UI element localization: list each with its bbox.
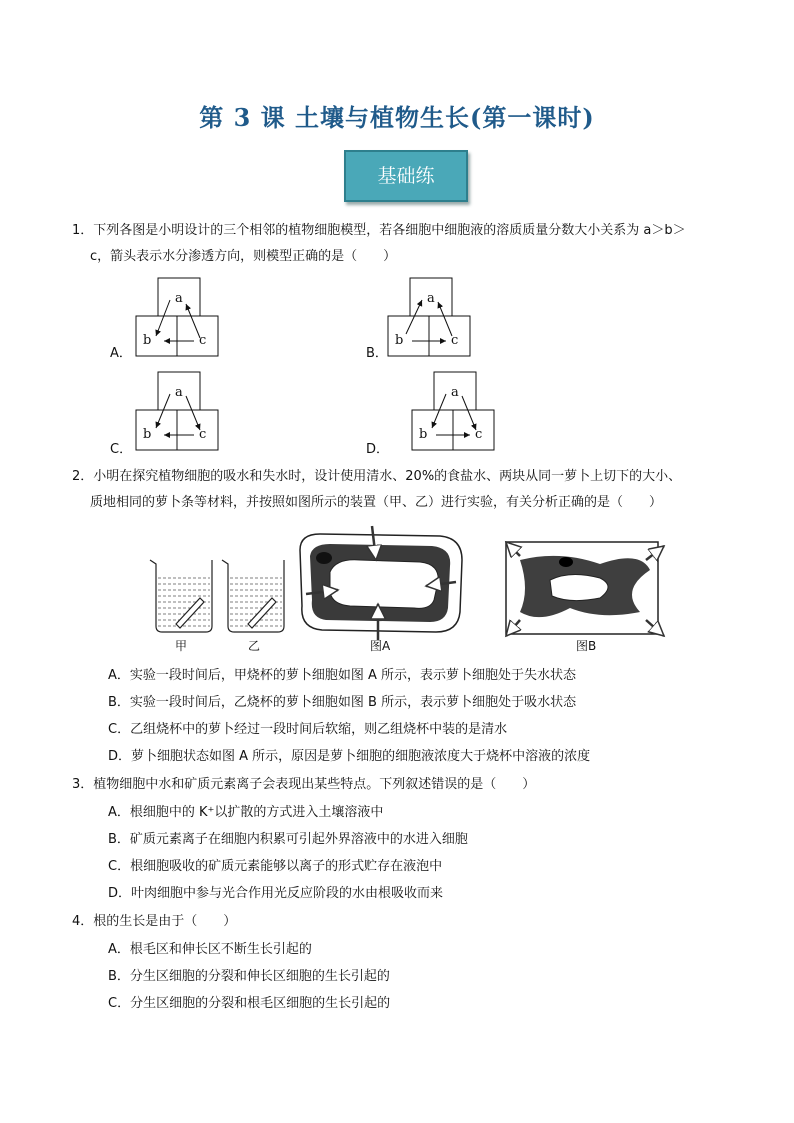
cell-label-c: c	[199, 333, 207, 348]
q2-option-b[interactable]: B．实验一段时间后，乙烧杯的萝卜细胞如图 B 所示，表示萝卜细胞处于吸水状态	[108, 695, 577, 710]
cell-label-c: c	[199, 427, 207, 442]
label-fig-b: 图B	[576, 639, 597, 653]
q2-option-d[interactable]: D．萝卜细胞状态如图 A 所示，原因是萝卜细胞的细胞液浓度大于烧杯中溶液的浓度	[108, 749, 591, 764]
cell-label-b: b	[419, 427, 428, 442]
q3-option-a[interactable]: A．根细胞中的 K⁺以扩散的方式进入土壤溶液中	[108, 805, 384, 820]
cell-label-c: c	[451, 333, 459, 348]
cell-label-a: a	[175, 385, 183, 400]
beaker-yi	[222, 560, 284, 632]
q4-option-c[interactable]: C．分生区细胞的分裂和根毛区细胞的生长引起的	[108, 996, 391, 1011]
page-title: 第 3 课 土壤与植物生长(第一课时)	[199, 103, 595, 132]
cell-label-a: a	[175, 291, 183, 306]
cell-label-b: b	[143, 333, 152, 348]
q2-option-c[interactable]: C．乙组烧杯中的萝卜经过一段时间后软缩，则乙组烧杯中装的是清水	[108, 722, 508, 737]
label-yi: 乙	[248, 639, 261, 653]
beaker-jia	[150, 560, 212, 632]
cell-figure-a	[300, 526, 462, 640]
cell-label-b: b	[143, 427, 152, 442]
q1-option-a[interactable]: A．	[110, 346, 132, 361]
section-badge: 基础练	[344, 150, 468, 202]
cell-label-a: a	[451, 385, 459, 400]
q1-option-c[interactable]: C．	[110, 442, 133, 457]
q3-option-d[interactable]: D．叶肉细胞中参与光合作用光反应阶段的水由根吸收而来	[108, 886, 444, 901]
q1-stem-line1: 1．下列各图是小明设计的三个相邻的植物细胞模型，若各细胞中细胞液的溶质质量分数大小关系为 a＞b＞	[72, 223, 686, 238]
q4-option-b[interactable]: B．分生区细胞的分裂和伸长区细胞的生长引起的	[108, 969, 390, 984]
q1-option-b[interactable]: B．	[366, 346, 388, 361]
q2-figures	[0, 520, 794, 660]
q4-stem: 4．根的生长是由于（ ）	[72, 914, 237, 929]
label-fig-a: 图A	[370, 639, 391, 653]
q3-option-b[interactable]: B．矿质元素离子在细胞内积累可引起外界溶液中的水进入细胞	[108, 832, 468, 847]
q1-option-d[interactable]: D．	[366, 442, 390, 457]
cell-label-a: a	[427, 291, 435, 306]
cell-label-b: b	[395, 333, 404, 348]
label-jia: 甲	[175, 639, 188, 653]
q3-stem: 3．植物细胞中水和矿质元素离子会表现出某些特点。下列叙述错误的是（ ）	[72, 777, 536, 792]
q2-option-a[interactable]: A．实验一段时间后，甲烧杯的萝卜细胞如图 A 所示，表示萝卜细胞处于失水状态	[108, 668, 577, 683]
cell-figure-b	[506, 542, 664, 636]
q4-option-a[interactable]: A．根毛区和伸长区不断生长引起的	[108, 942, 312, 957]
q3-option-c[interactable]: C．根细胞吸收的矿质元素能够以离子的形式贮存在液泡中	[108, 859, 443, 874]
q1-stem-line2: c，箭头表示水分渗透方向，则模型正确的是（ ）	[90, 249, 397, 264]
cell-label-c: c	[475, 427, 483, 442]
q2-stem-line2: 质地相同的萝卜条等材料，并按照如图所示的装置（甲、乙）进行实验，有关分析正确的是（ ）	[90, 495, 663, 510]
q2-stem-line1: 2．小明在探究植物细胞的吸水和失水时，设计使用清水、20%的食盐水、两块从同一萝卜上切下的大小、	[72, 469, 682, 484]
